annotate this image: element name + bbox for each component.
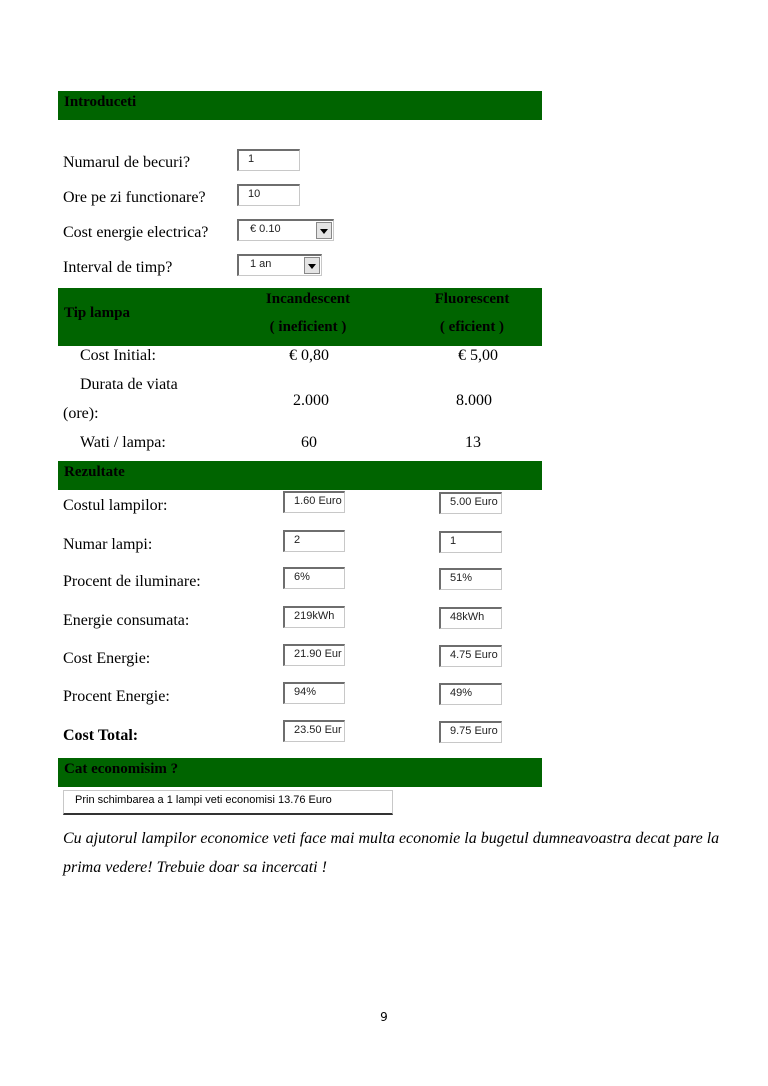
incandescent-subtitle: ( ineficient )	[269, 319, 347, 335]
watts-incandescent: 60	[301, 434, 317, 451]
page-number: 9	[380, 1010, 388, 1024]
lamps-count-incandescent[interactable]: 2	[283, 530, 345, 552]
intro-header: Introduceti	[64, 94, 137, 110]
lifetime-label-line1: Durata de viata	[80, 376, 178, 393]
energy-consumed-incandescent[interactable]: 219kWh	[283, 606, 345, 628]
time-interval-value: 1 an	[250, 258, 272, 270]
lamps-count-fluorescent[interactable]: 1	[439, 531, 502, 553]
energy-percent-fluorescent[interactable]: 49%	[439, 683, 502, 705]
lamps-cost-label: Costul lampilor:	[63, 497, 168, 514]
total-cost-incandescent[interactable]: 23.50 Eur	[283, 720, 345, 742]
watts-fluorescent: 13	[465, 434, 481, 451]
chevron-down-icon[interactable]	[316, 222, 332, 239]
energy-percent-label: Procent Energie:	[63, 688, 170, 705]
energy-cost-select[interactable]	[237, 219, 334, 241]
initial-cost-label: Cost Initial:	[80, 347, 156, 364]
bulbs-count-input[interactable]: 1	[237, 149, 300, 171]
lamps-count-label: Numar lampi:	[63, 536, 153, 553]
energy-cost-value: € 0.10	[250, 223, 281, 235]
intro-header-band	[58, 91, 542, 120]
energy-cost-incandescent[interactable]: 21.90 Eur	[283, 644, 345, 666]
lamps-cost-incandescent[interactable]: 1.60 Euro	[283, 491, 345, 513]
energy-cost-result-label: Cost Energie:	[63, 650, 151, 667]
energy-consumed-label: Energie consumata:	[63, 612, 190, 629]
lighting-percent-label: Procent de iluminare:	[63, 573, 201, 590]
lifetime-label-line2: (ore):	[63, 405, 99, 422]
initial-cost-fluorescent: € 5,00	[458, 347, 498, 364]
time-interval-label: Interval de timp?	[63, 259, 173, 276]
savings-output[interactable]: Prin schimbarea a 1 lampi veti economisi 13.76 Euro	[63, 790, 393, 815]
chevron-down-icon[interactable]	[304, 257, 320, 274]
savings-header-band	[58, 758, 542, 787]
lifetime-fluorescent: 8.000	[456, 392, 492, 409]
bulbs-count-label: Numarul de becuri?	[63, 154, 191, 171]
watts-label: Wati / lampa:	[80, 434, 166, 451]
results-header-band	[58, 461, 542, 490]
lamps-cost-fluorescent[interactable]: 5.00 Euro	[439, 492, 502, 514]
lamp-type-header-band	[58, 288, 542, 346]
lamp-type-header: Tip lampa	[64, 305, 130, 321]
energy-cost-fluorescent[interactable]: 4.75 Euro	[439, 645, 502, 667]
initial-cost-incandescent: € 0,80	[289, 347, 329, 364]
energy-cost-label: Cost energie electrica?	[63, 224, 209, 241]
lighting-percent-fluorescent[interactable]: 51%	[439, 568, 502, 590]
hours-per-day-input[interactable]: 10	[237, 184, 300, 206]
fluorescent-subtitle: ( eficient )	[439, 319, 505, 335]
lighting-percent-incandescent[interactable]: 6%	[283, 567, 345, 589]
total-cost-label: Cost Total:	[63, 727, 139, 744]
fluorescent-title: Fluorescent	[434, 291, 510, 307]
time-interval-select[interactable]	[237, 254, 322, 276]
savings-header: Cat economisim ?	[64, 761, 179, 777]
energy-consumed-fluorescent[interactable]: 48kWh	[439, 607, 502, 629]
footer-note: Cu ajutorul lampilor economice veti face mai multa economie la bugetul dumneavoastra decat pare la prima vedere! Trebuie doar sa incercati !	[63, 830, 720, 876]
incandescent-title: Incandescent	[265, 291, 351, 307]
lifetime-incandescent: 2.000	[293, 392, 329, 409]
energy-percent-incandescent[interactable]: 94%	[283, 682, 345, 704]
total-cost-fluorescent[interactable]: 9.75 Euro	[439, 721, 502, 743]
hours-per-day-label: Ore pe zi functionare?	[63, 189, 206, 206]
results-header: Rezultate	[64, 464, 125, 480]
